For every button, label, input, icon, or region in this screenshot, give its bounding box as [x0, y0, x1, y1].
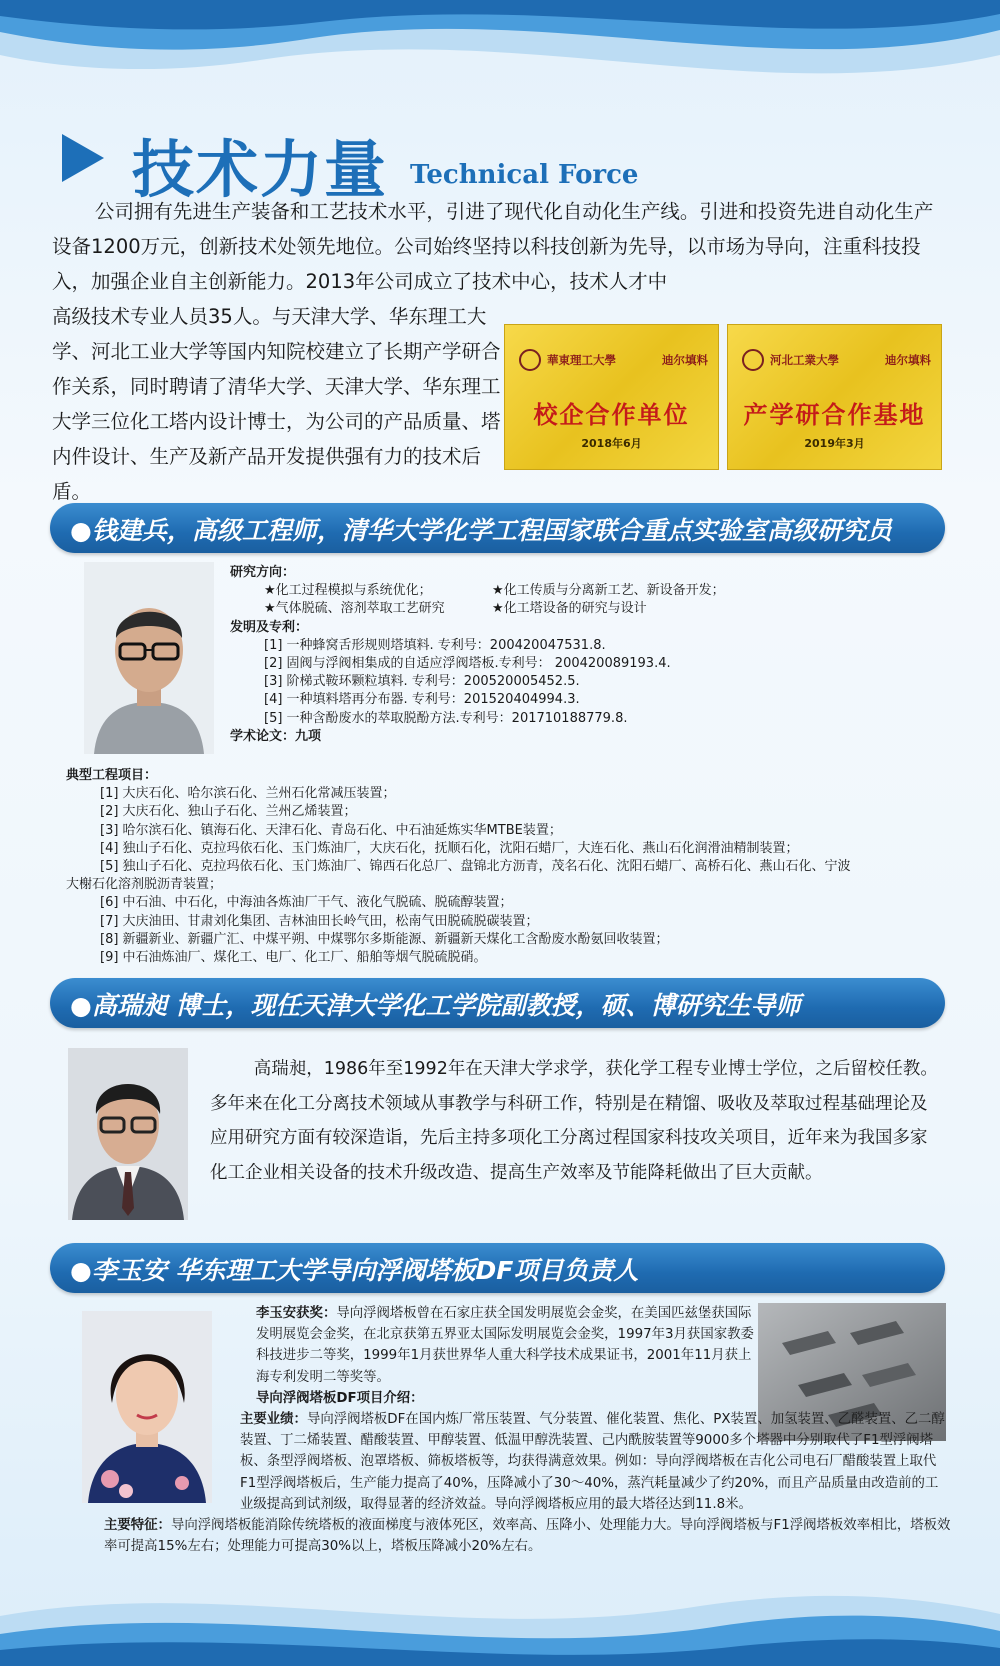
heading-title-cn: 技术力量: [132, 133, 389, 206]
research-item: ★化工塔设备的研究与设计: [492, 601, 647, 617]
person2-heading: ●高瑞昶 博士，现任天津大学化工学院副教授，硕、博研究生导师: [70, 991, 801, 1020]
research-item: ★化工过程模拟与系统优化；: [264, 583, 432, 599]
projects-list: [66, 767, 946, 967]
projects-label: 典型工程项目：: [66, 768, 158, 783]
papers-line: 学术论文：九项: [230, 728, 322, 744]
arrow-icon: [62, 134, 104, 182]
patents-label: 发明及专利：: [230, 619, 309, 635]
project-item: [3] 哈尔滨石化、镇海石化、天津石化、青岛石化、中石油延炼实华MTBE装置；: [100, 822, 562, 838]
person1-heading: ●钱建兵，高级工程师，清华大学化学工程国家联合重点实验室高级研究员: [70, 516, 892, 545]
research-item: ★化工传质与分离新工艺、新设备开发；: [492, 583, 725, 599]
person2-photo: [68, 1048, 188, 1220]
plaque-partner: 迪尔填料: [885, 353, 931, 367]
feature-text: 导向浮阀塔板能消除传统塔板的液面梯度与液体死区，效率高、压降小、处理能力大。导向浮阀塔板与F1浮阀塔板效率相比，塔板效率可提高15%左右；处理能力可提高30%以上，塔板压降减小20%左右。: [104, 1518, 951, 1555]
award-label: 李玉安获奖：: [256, 1306, 337, 1321]
plaque-partner: 迪尔填料: [662, 353, 708, 367]
section-heading: [62, 120, 962, 206]
patent-item: [1] 一种蜂窝舌形规则塔填料. 专利号：200420047531.8.: [264, 637, 606, 653]
project-item: [2] 大庆石化、独山子石化、兰州乙烯装置；: [100, 804, 357, 820]
project-item: [4] 独山子石化、克拉玛依石化、玉门炼油厂，大庆石化，抚顺石化，沈阳石蜡厂，大连石化、燕山石化润滑油精制装置；: [100, 840, 799, 856]
intro-paragraph: [52, 194, 950, 299]
research-label: 研究方向：: [230, 565, 296, 580]
project-item: [8] 新疆新业、新疆广汇、中煤平朔、中煤鄂尔多斯能源、新疆新天煤化工含酚废水酚氨回收装置；: [100, 931, 669, 947]
performance-label: 主要业绩：: [240, 1412, 307, 1428]
project-item: [9] 中石油炼油厂、煤化工、电厂、化工厂、船舶等烟气脱硫脱硝。: [100, 950, 487, 966]
person1-photo: [84, 562, 214, 754]
university-seal-icon: [742, 349, 764, 371]
person1-band: [50, 503, 945, 553]
project-item: [7] 大庆油田、甘肃刘化集团、吉林油田长岭气田，松南气田脱硫脱碳装置；: [100, 913, 539, 929]
project-intro-label: 导向浮阀塔板DF项目介绍：: [256, 1390, 424, 1406]
person2-band: [50, 978, 945, 1028]
research-item: ★气体脱硫、溶剂萃取工艺研究: [264, 601, 445, 617]
intro-narrow-text: 高级技术专业人员35人。与天津大学、华东理工大学、河北工业大学等国内知院校建立了长期产学研合作关系，同时聘请了清华大学、天津大学、华东理工大学三位化工塔内设计博士，为公司的产品质量、塔内件设计、生产及新产品开发提供强有力的技术后盾。: [52, 305, 501, 503]
heading-title-en: Technical Force: [410, 160, 639, 190]
university-seal-icon: [519, 349, 541, 371]
person1-details: [230, 564, 950, 746]
patent-item: [3] 阶梯式鞍环颗粒填料. 专利号：200520005452.5.: [264, 674, 580, 690]
plaque-title: 产学研合作基地: [743, 401, 926, 429]
intro-full-text: 公司拥有先进生产装备和工艺技术水平，引进了现代化自动化生产线。引进和投资先进自动化生产设备1200万元，创新技术处领先地位。公司始终坚持以科技创新为先导，以市场为导向，注重科技投入，加强企业自主创新能力。2013年公司成立了技术中心，技术人才中: [52, 200, 934, 293]
bottom-wave-decoration: [0, 1576, 1000, 1666]
project-item: [5] 独山子石化、克拉玛依石化、玉门炼油厂、锦西石化总厂、盘锦北方沥青，茂名石化、沈阳石蜡厂、高桥石化、燕山石化、宁波: [100, 859, 851, 875]
person3-heading: ●李玉安 华东理工大学导向浮阀塔板DF项目负责人: [70, 1256, 639, 1285]
project-item-continued: 大榭石化溶剂脱沥青装置；: [66, 877, 223, 893]
top-wave-decoration: [0, 0, 1000, 110]
plaque-org: 河北工業大學: [770, 353, 839, 367]
performance-text: 导向浮阀塔板DF在国内炼厂常压装置、气分装置、催化装置、焦化、PX装置、加氢装置、乙醛装置、乙二醇装置、丁二烯装置、醋酸装置、甲醇装置、低温甲醇洗装置、己内酰胺装置等9000多个塔器中分别取代了F1型浮阀塔板、条型浮阀塔板、泡罩塔板、筛板塔板等，均获得满意效果。例如：导向浮阀塔板在吉化公司电石厂醋酸装置上取代F1型浮阀塔板后，生产能力提高了40%，压降减小了30～40%，蒸汽耗量减少了约20%，而且产品质量由改造前的工业级提高到试剂级，取得显著的经济效益。导向浮阀塔板应用的最大塔径达到11.8米。: [240, 1412, 945, 1512]
plaque-org: 華東理工大學: [547, 353, 616, 367]
patent-item: [4] 一种填料塔再分布器. 专利号：201520404994.3.: [264, 692, 580, 708]
feature-label: 主要特征：: [104, 1518, 171, 1534]
patent-item: [5] 一种含酚废水的萃取脱酚方法.专利号：201710188779.8.: [264, 710, 628, 726]
plaque-date: 2019年3月: [804, 437, 865, 450]
project-item: [6] 中石油、中石化，中海油各炼油厂干气、液化气脱硫、脱硫醇装置；: [100, 895, 513, 911]
patent-item: [2] 固阀与浮阀相集成的自适应浮阀塔板.专利号： 200420089193.4.: [264, 656, 671, 672]
plaque-title: 校企合作单位: [533, 401, 690, 429]
award-text: 导向浮阀塔板曾在石家庄获全国发明展览会金奖，在美国匹兹堡获国际发明展览会金奖，在北京获第五界亚太国际发明展览会金奖，1997年3月获国家教委科技进步二等奖，1999年1月获世界华人重大科学技术成果证书，2001年11月获上海专利发明二等奖等。: [256, 1306, 754, 1385]
person3-details: [66, 1303, 951, 1557]
plaque-hebut: [727, 324, 942, 470]
cooperation-plaques: [504, 324, 942, 470]
person3-band: [50, 1243, 945, 1293]
person2-bio: 高瑞昶，1986年至1992年在天津大学求学，获化学工程专业博士学位，之后留校任教。多年来在化工分离技术领域从事教学与科研工作，特别是在精馏、吸收及萃取过程基础理论及应用研究方面有较深造诣，先后主持多项化工分离过程国家科技攻关项目，近年来为我国多家化工企业相关设备的技术升级改造、提高生产效率及节能降耗做出了巨大贡献。: [210, 1059, 938, 1183]
project-item: [1] 大庆石化、哈尔滨石化、兰州石化常减压装置；: [100, 786, 396, 802]
plaque-date: 2018年6月: [581, 437, 642, 450]
plaque-ecust: [504, 324, 719, 470]
